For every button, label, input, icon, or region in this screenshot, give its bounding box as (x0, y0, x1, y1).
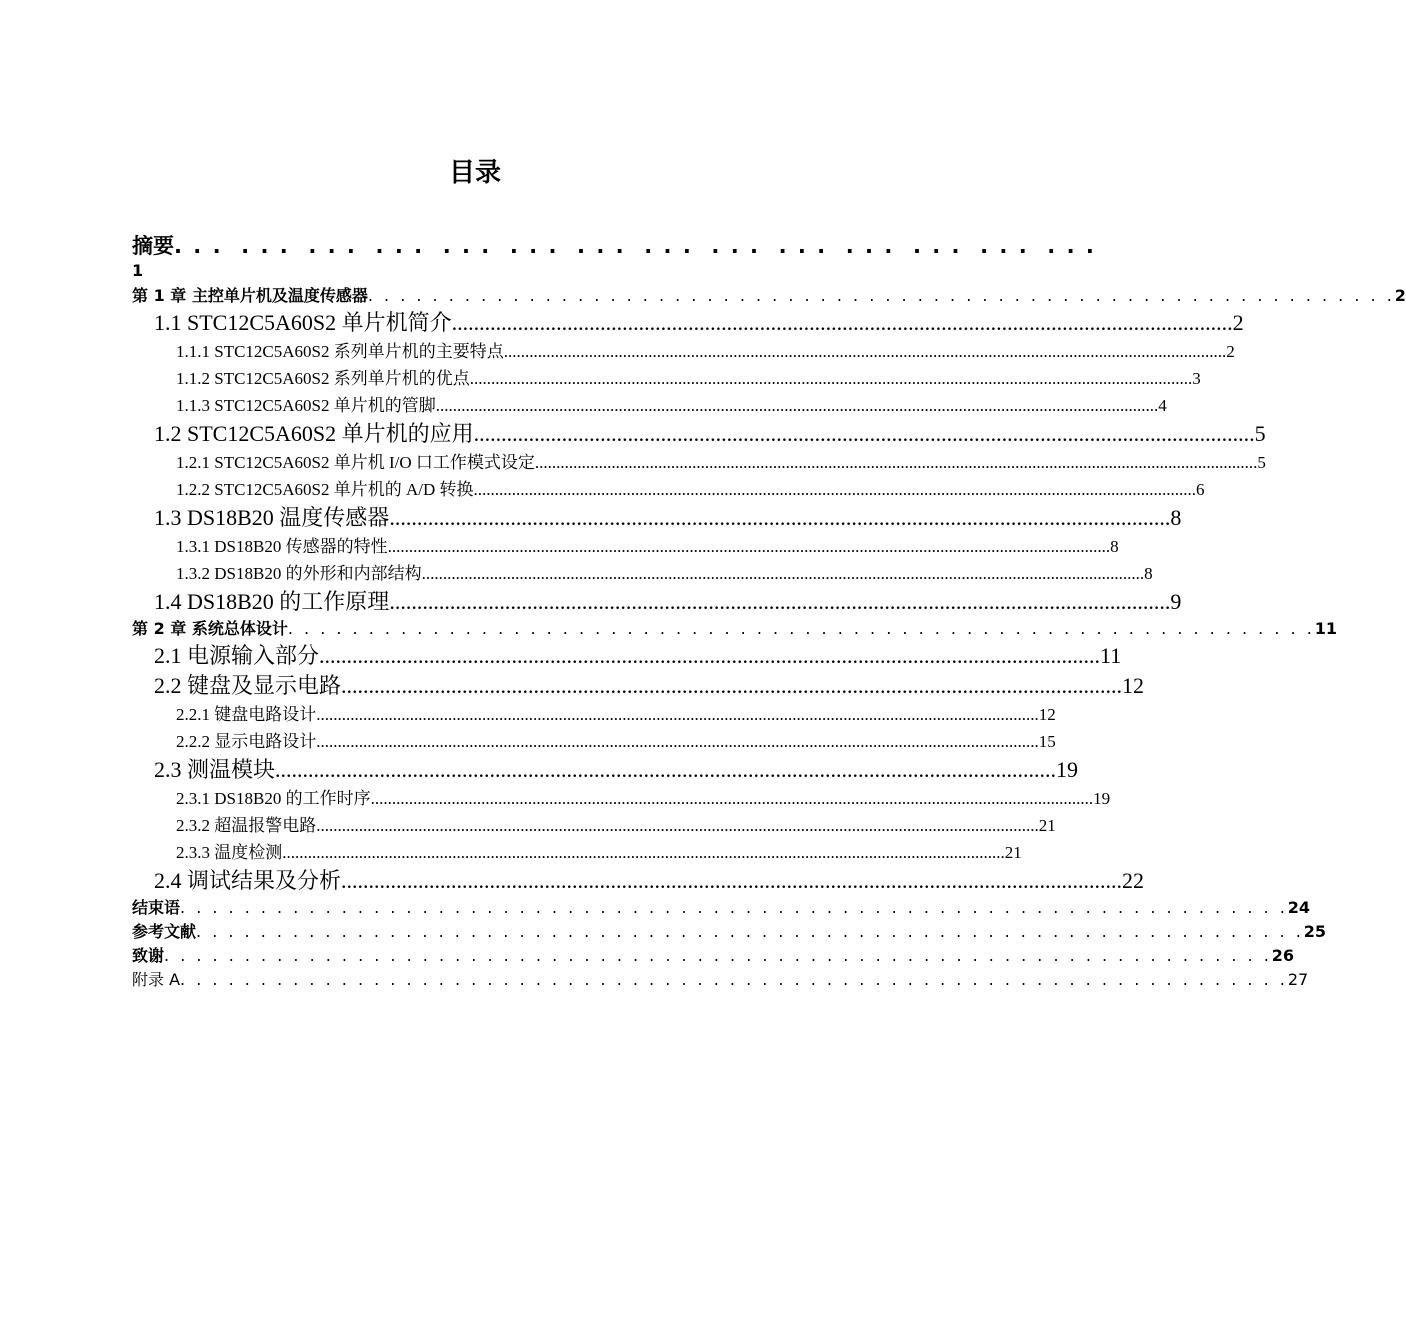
toc-leader-dots: .......................................................................................................................................................................... (282, 843, 1005, 862)
toc-entry-label: 1.1.2 STC12C5A60S2 系列单片机的优点 (176, 369, 470, 388)
toc-entry-chapter[interactable] (132, 284, 1406, 308)
toc-leader-dots: . . . . . . . . . . . . . . . . . . . . . . . . . . . . . . . . . . . . . . . . . . (174, 234, 1096, 258)
toc-entry-label: 2.2.2 显示电路设计 (176, 732, 317, 751)
toc-entry-label: 2.4 调试结果及分析 (154, 868, 342, 893)
toc-entry-label: 致谢 (132, 946, 165, 965)
toc-entry-abstract[interactable] (132, 230, 1096, 262)
toc-entry-label: 2.3.1 DS18B20 的工作时序 (176, 789, 371, 808)
toc-entry-label: 参考文献 (132, 922, 197, 941)
toc-entry-subsection[interactable] (132, 392, 1167, 419)
toc-entry-page-number: 21 (1004, 843, 1022, 862)
toc-entry-page-number: 26 (1271, 946, 1295, 965)
toc-leader-dots: .......................................................................................................................................................................... (435, 396, 1159, 415)
toc-entry-page-number: 19 (1056, 757, 1079, 782)
toc-entry-subsection[interactable] (132, 338, 1235, 365)
toc-entry-page-number: 6 (1196, 480, 1205, 499)
toc-entry-section[interactable] (132, 755, 1079, 785)
toc-entry-label: 1.2.1 STC12C5A60S2 单片机 I/O 口工作模式设定 (176, 453, 535, 472)
toc-leader-dots: .............................................................................................................................................. (319, 643, 1101, 668)
toc-entry-label: 1.2.2 STC12C5A60S2 单片机的 A/D 转换 (176, 480, 474, 499)
toc-entry-page-number: 11 (1314, 619, 1338, 638)
toc-leader-dots: .......................................................................................................................................................................... (473, 480, 1197, 499)
toc-entry-page-number: 8 (1144, 564, 1153, 583)
toc-entry-label: 摘要 (132, 234, 174, 258)
toc-leader-dots: .......................................................................................................................................................................... (421, 564, 1145, 583)
toc-entry-section[interactable] (132, 419, 1266, 449)
toc-entry-label: 1.1 STC12C5A60S2 单片机简介 (154, 310, 452, 335)
toc-entry-page-number: 27 (1287, 970, 1309, 989)
toc-entry-page-number: 3 (1192, 369, 1201, 388)
toc-entry-label: 1.4 DS18B20 的工作原理 (154, 589, 390, 614)
toc-entry-page-number: 2 (1232, 310, 1244, 335)
toc-entry-label: 2.2 键盘及显示电路 (154, 673, 342, 698)
toc-entry-subsection[interactable] (132, 728, 1056, 755)
toc-leader-dots: .......................................................................................................................................................................... (316, 732, 1039, 751)
toc-entry-page-number: 24 (1287, 898, 1311, 917)
toc-entry-page-number: 12 (1122, 673, 1145, 698)
toc-entry-chapter[interactable] (132, 944, 1295, 968)
toc-leader-dots: .......................................................................................................................................................................... (316, 816, 1039, 835)
toc-entry-subsection[interactable] (132, 533, 1119, 560)
toc-entry-subsection[interactable] (132, 785, 1111, 812)
toc-entry-label: 1.3.2 DS18B20 的外形和内部结构 (176, 564, 422, 583)
toc-entry-page-number: 11 (1100, 643, 1122, 668)
toc-entry-section[interactable] (132, 503, 1182, 533)
toc-entry-chapter[interactable] (132, 920, 1327, 944)
toc-entry-page-number: 5 (1257, 453, 1266, 472)
toc-leader-dots: .............................................................................................................................................. (275, 757, 1057, 782)
toc-leader-dots: .............................................................................................................................................. (451, 310, 1233, 335)
toc-entry-page-number: 19 (1093, 789, 1111, 808)
toc-entry-subsection[interactable] (132, 449, 1266, 476)
toc-entry-section[interactable] (132, 866, 1145, 896)
toc-entry-subsection[interactable] (132, 560, 1153, 587)
toc-entry-label: 结束语 (132, 898, 181, 917)
toc-leader-dots: .......................................................................................................................................................................... (370, 789, 1094, 808)
toc-entry-page-number: 22 (1122, 868, 1145, 893)
toc-entry-subsection[interactable] (132, 701, 1056, 728)
toc-entry-label: 附录 A (132, 970, 181, 989)
toc-leader-dots: . . . . . . . . . . . . . . . . . . . . . . . . . . . . . . . . . . . . . . . . . . . . . . . . . . . . . . . . . . . . . . . . . . . . . (180, 898, 1288, 917)
toc-entry-label: 2.3 测温模块 (154, 757, 276, 782)
toc-entry-page-number: 2 (1226, 342, 1235, 361)
toc-title: 目录 (448, 158, 501, 188)
toc-entry-subsection[interactable] (132, 839, 1022, 866)
toc-leader-dots: .......................................................................................................................................................................... (503, 342, 1227, 361)
toc-leader-dots: . . . . . . . . . . . . . . . . . . . . . . . . . . . . . . . . . . . . . . . . . . . . . . . . . . . . . . . . . . . . . . . . (287, 619, 1315, 638)
toc-leader-dots: .............................................................................................................................................. (341, 673, 1123, 698)
toc-entry-label: 第 2 章 系统总体设计 (132, 619, 288, 638)
toc-leader-dots: . . . . . . . . . . . . . . . . . . . . . . . . . . . . . . . . . . . . . . . . . . . . . . . . . . . . . . . . . . . . . . . . . . . . . (196, 922, 1304, 941)
toc-entry-section[interactable] (132, 308, 1244, 338)
toc-entry-section[interactable] (132, 641, 1122, 671)
toc-leader-dots: .............................................................................................................................................. (473, 421, 1255, 446)
toc-entry-page-number: 8 (1110, 537, 1119, 556)
toc-entry-subsection[interactable] (132, 365, 1201, 392)
toc-entry-page-number: 1 (132, 261, 144, 280)
toc-leader-dots: .......................................................................................................................................................................... (316, 705, 1039, 724)
toc-entry-page-number: 2 (1394, 286, 1406, 305)
toc-entry-page-number: 15 (1038, 732, 1056, 751)
toc-entry-subsection[interactable] (132, 476, 1205, 503)
toc-entry-page-number: 9 (1170, 589, 1182, 614)
toc-entry-label: 2.3.2 超温报警电路 (176, 816, 317, 835)
toc-leader-dots: . . . . . . . . . . . . . . . . . . . . . . . . . . . . . . . . . . . . . . . . . . . . . . . . . . . . . . . . . . . . . . . . . . . . . (164, 946, 1272, 965)
toc-leader-dots: .......................................................................................................................................................................... (387, 537, 1111, 556)
toc-entry-page-number: 21 (1038, 816, 1056, 835)
toc-leader-dots: .............................................................................................................................................. (341, 868, 1123, 893)
toc-leader-dots: . . . . . . . . . . . . . . . . . . . . . . . . . . . . . . . . . . . . . . . . . . . . . . . . . . . . . . . . . . . . . . . . . . . . . (180, 970, 1288, 989)
toc-entry-label: 1.3 DS18B20 温度传感器 (154, 505, 390, 530)
toc-entry-page-number: 12 (1038, 705, 1056, 724)
toc-entry-page-number: 5 (1254, 421, 1266, 446)
toc-entry-label: 2.1 电源输入部分 (154, 643, 320, 668)
toc-leader-dots: . . . . . . . . . . . . . . . . . . . . . . . . . . . . . . . . . . . . . . . . . . . . . . . . . . . . . . . . . . . . . . . . (367, 286, 1395, 305)
toc-entry-section[interactable] (132, 671, 1145, 701)
toc-entry-subsection[interactable] (132, 812, 1056, 839)
toc-leader-dots: .............................................................................................................................................. (389, 589, 1171, 614)
toc-entry-page-number: 4 (1158, 396, 1167, 415)
toc-entry-label: 1.3.1 DS18B20 传感器的特性 (176, 537, 388, 556)
toc-entry-label: 1.1.1 STC12C5A60S2 系列单片机的主要特点 (176, 342, 504, 361)
toc-entry-page-number: 8 (1170, 505, 1182, 530)
toc-leader-dots: .............................................................................................................................................. (389, 505, 1171, 530)
toc-entry-chapter[interactable] (132, 896, 1311, 920)
toc-entry-page-number: 25 (1303, 922, 1327, 941)
toc-leader-dots: .......................................................................................................................................................................... (469, 369, 1193, 388)
table-of-contents (132, 230, 1406, 992)
toc-entry-appendix[interactable] (132, 968, 1309, 992)
toc-entry-label: 第 1 章 主控单片机及温度传感器 (132, 286, 368, 305)
toc-entry-section[interactable] (132, 587, 1182, 617)
toc-entry-chapter[interactable] (132, 617, 1338, 641)
toc-entry-label: 1.2 STC12C5A60S2 单片机的应用 (154, 421, 474, 446)
toc-entry-label: 2.3.3 温度检测 (176, 843, 283, 862)
toc-entry-label: 2.2.1 键盘电路设计 (176, 705, 317, 724)
toc-leader-dots: .......................................................................................................................................................................... (534, 453, 1258, 472)
toc-entry-label: 1.1.3 STC12C5A60S2 单片机的管脚 (176, 396, 436, 415)
